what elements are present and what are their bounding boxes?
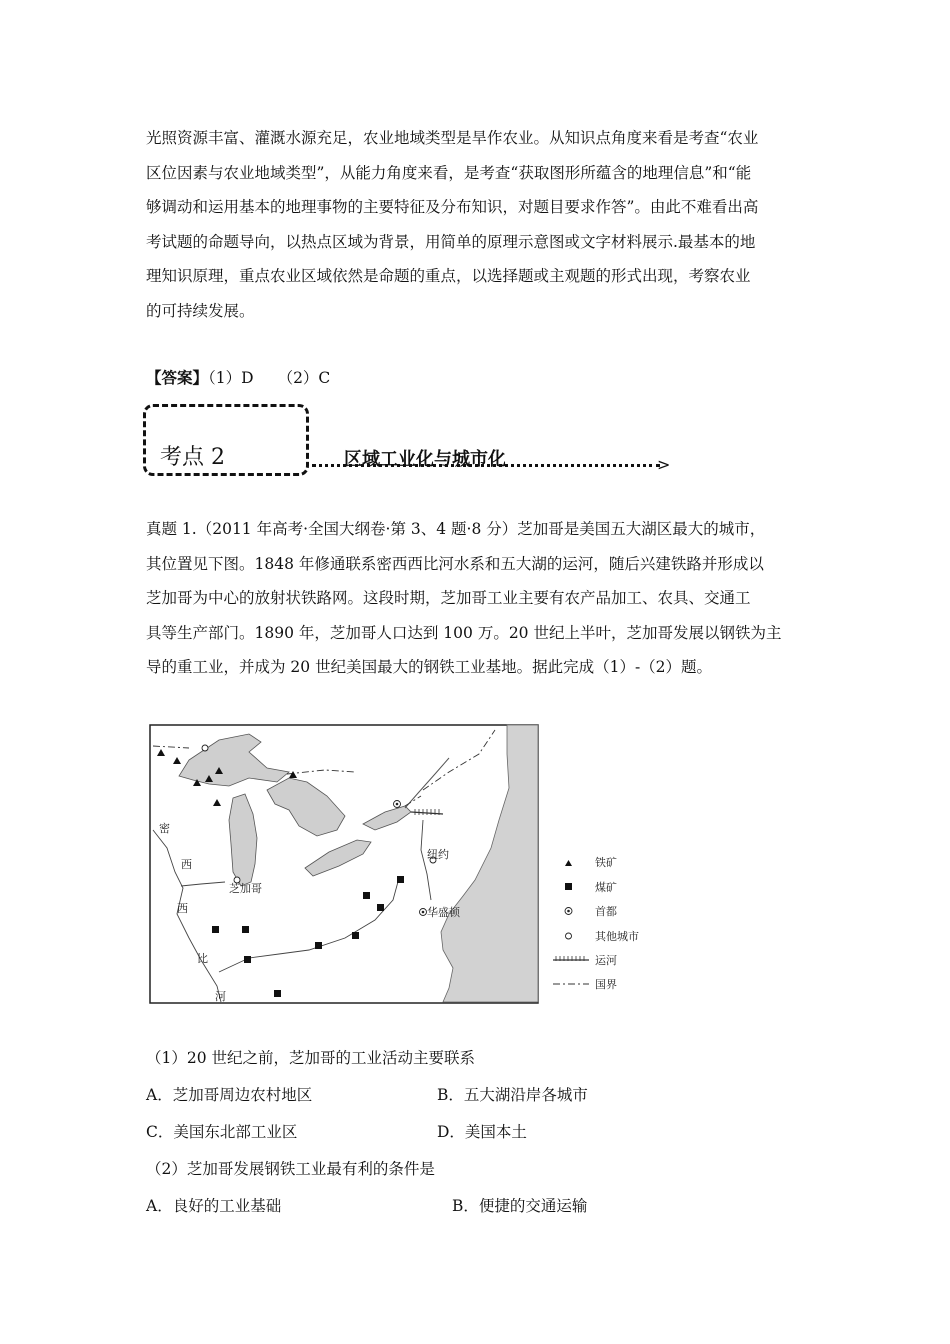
text-line: 的可持续发展。 [146,301,255,320]
text-line: 真题 1.（2011 年高考·全国大纲卷·第 3、4 题·8 分）芝加哥是美国五大湖区最大的城市， [146,520,766,538]
legend-iron-icon [565,860,572,866]
map-label-chicago: 芝加哥 [229,882,262,895]
question-1-option-c: C．美国东北部工业区 [146,1123,298,1141]
question-2-stem: （2）芝加哥发展钢铁工业最有利的条件是 [146,1160,435,1178]
text-line: 其位置见下图。1848 年修通联系密西西比河水系和五大湖的运河，随后兴建铁路并形成以 [146,554,764,573]
text-line: 光照资源丰富、灌溉水源充足，农业地域类型是旱作农业。从知识点角度来看是考查“农业 [146,129,759,147]
question-1-option-d: D．美国本土 [437,1123,527,1141]
map-label-bi: 比 [197,952,208,965]
answer-line [146,366,330,388]
section-title: 区域工业化与城市化 [344,449,506,470]
legend-coal-icon [565,883,572,890]
answer-part2: （2）C [277,369,331,387]
question-1-stem: （1）20 世纪之前，芝加哥的工业活动主要联系 [146,1049,476,1067]
legend-canal-icon [553,956,589,961]
map-label-washington: 华盛顿 [427,906,460,919]
legend-border-label: 国界 [595,978,617,991]
text-line: 理知识原理，重点农业区域依然是命题的重点，以选择题或主观题的形式出现，考察农业 [146,267,751,286]
question-1-option-a: A．芝加哥周边农村地区 [146,1086,313,1104]
question-2-option-a: A．良好的工业基础 [146,1197,282,1215]
legend-capital-label: 首都 [595,905,617,918]
legend-city-label: 其他城市 [595,930,639,943]
text-line: 具等生产部门。1890 年，芝加哥人口达到 100 万。20 世纪上半叶，芝加哥发展以钢铁为主 [146,623,782,642]
text-line: 考试题的命题导向，以热点区域为背景，用简单的原理示意图或文字材料展示.最基本的地 [146,232,756,251]
question-2-option-b: B．便捷的交通运输 [452,1197,588,1215]
legend-city-icon [566,933,572,939]
canal-ticks [415,809,439,815]
legend-coal-label: 煤矿 [595,881,617,894]
map-label-he: 河 [215,990,226,1003]
text-line: 导的重工业，并成为 20 世纪美国最大的钢铁工业基地。据此完成（1）-（2）题。 [146,658,713,677]
legend-iron-label: 铁矿 [595,856,617,869]
text-line: 够调动和运用基本的地理事物的主要特征及分布知识，对题目要求作答”。由此不难看出高 [146,198,759,217]
arrow-right-icon: > [657,455,671,474]
legend-canal-label: 运河 [595,954,617,967]
text-line: 区位因素与农业地域类型”，从能力角度来看，是考查“获取图形所蕴含的地理信息”和“能 [146,163,752,182]
answer-label: 【答案】 [146,368,209,387]
map-label-newyork: 纽约 [427,848,449,861]
problem-paragraph [146,512,818,685]
intro-paragraph [146,121,818,329]
map-label-xi2: 西 [177,902,188,915]
map-label-xi1: 西 [181,858,192,871]
question-1-option-b: B．五大湖沿岸各城市 [437,1086,588,1104]
section-label: 考点 2 [160,445,225,470]
text-line: 芝加哥为中心的放射状铁路网。这段时期，芝加哥工业主要有农产品加工、农具、交通工 [146,589,751,608]
great-lakes-map [149,724,649,1008]
map-label-mi: 密 [159,822,170,835]
map-legend [553,855,639,991]
answer-part1: （1）D [208,369,254,387]
